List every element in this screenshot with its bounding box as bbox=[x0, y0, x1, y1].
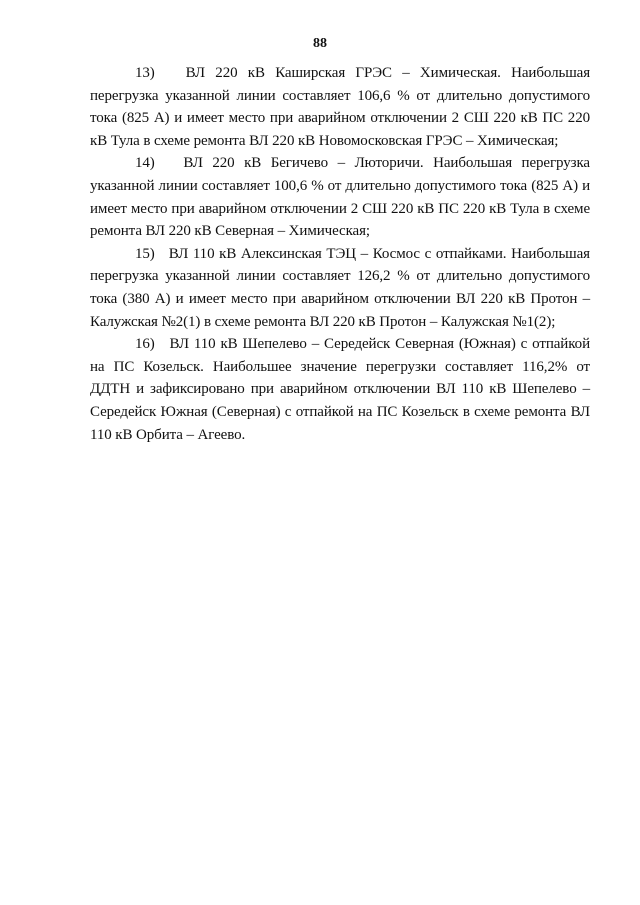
list-item-15: 15) ВЛ 110 кВ Алексинская ТЭЦ – Космос с отпайками. Наибольшая перегрузка указанной линии составляет 126,2 % от длительно допустимого тока (380 А) и имеет место при аварийном отключении ВЛ 220 кВ Протон – Калужская №2(1) в схеме ремонта ВЛ 220 кВ Протон – Калужская №1(2); bbox=[90, 245, 590, 330]
page-number: 88 bbox=[313, 36, 327, 51]
list-item-13: 13) ВЛ 220 кВ Каширская ГРЭС – Химическая. Наибольшая перегрузка указанной линии составляет 106,6 % от длительно допустимого тока (825 А) и имеет место при аварийном отключении 2 СШ 220 кВ ПС 220 кВ Тула в схеме ремонта ВЛ 220 кВ Новомосковская ГРЭС – Химическая; bbox=[90, 65, 590, 149]
list-item-14: 14) ВЛ 220 кВ Бегичево – Люторичи. Наибольшая перегрузка указанной линии составляет 100,6 % от длительно допустимого тока (825 А) и имеет место при аварийном отключении 2 СШ 220 кВ ПС 220 кВ Тула в схеме ремонта ВЛ 220 кВ Северная – Химическая; bbox=[90, 155, 590, 240]
list-item-16: 16) ВЛ 110 кВ Шепелево – Середейск Северная (Южная) с отпайкой на ПС Козельск. Наибольшее значение перегрузки составляет 116,2% от ДДТН и зафиксировано при аварийном отключении ВЛ 110 кВ Шепелево – Середейск Южная (Северная) с отпайкой на ПС Козельск в схеме ремонта ВЛ 110 кВ Орбита – Агеево. bbox=[90, 336, 590, 443]
document-body bbox=[90, 62, 590, 446]
